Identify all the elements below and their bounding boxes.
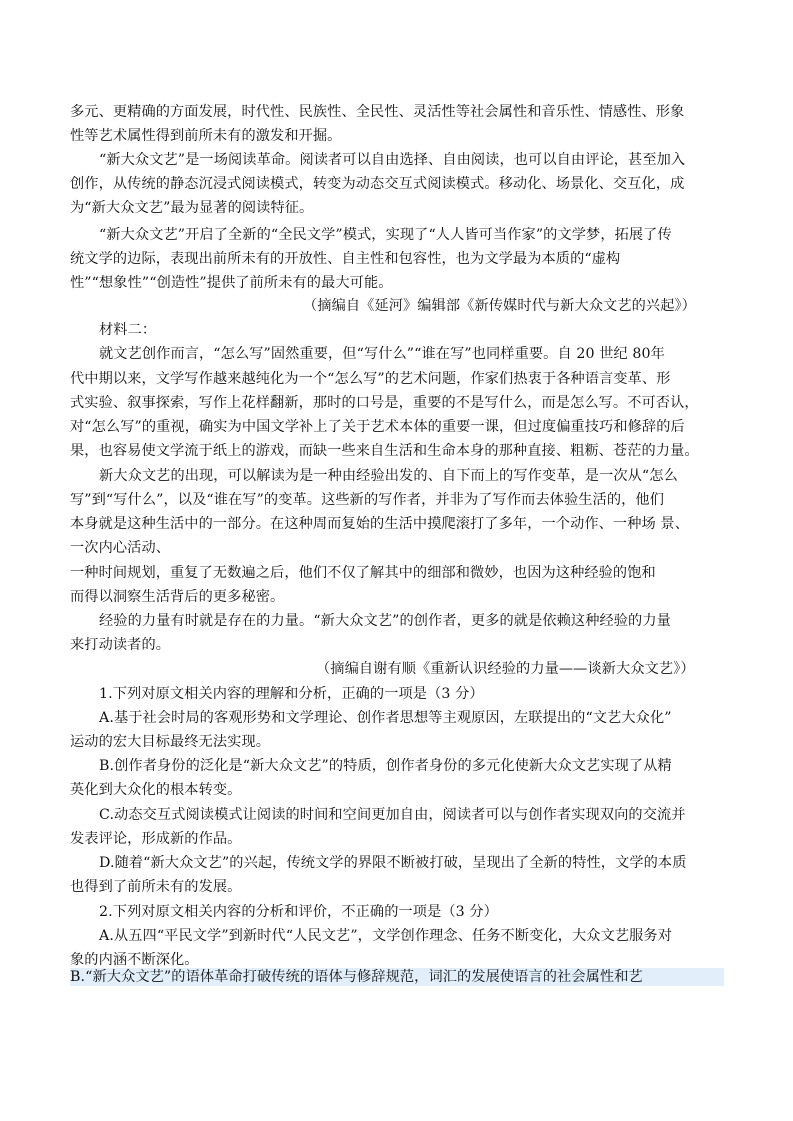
text-line: 一次内心活动、: [70, 540, 171, 556]
text-line: 式实验、叙事探索，写作上花样翻新，那时的口号是，重要的不是写什么，而是怎么写。不可否认，: [70, 395, 699, 411]
text-line: 多元、更精确的方面发展，时代性、民族性、全民性、灵活性等社会属性和音乐性、情感性、形象: [70, 104, 685, 120]
answer-option-b: B.创作者身份的泛化是“新大众文艺”的特质，创作者身份的多元化使新大众文艺实现了从精: [99, 758, 672, 774]
text-line: 本身就是这种生活中的一部分。在这种周而复始的生活中摸爬滚打了多年，一个动作、一种场 景、: [70, 516, 689, 532]
answer-option-c: C.动态交互式阅读模式让阅读的时间和空间更加自由，阅读者可以与创作者实现双向的交流并: [99, 807, 686, 823]
text-line: “新大众文艺”开启了全新的“全民文学”模式，实现了“人人皆可当作家”的文学梦，拓展了传: [99, 227, 672, 243]
text-line: 写”到“写什么”，以及“谁在写”的变革。这些新的写作者，并非为了写作而去体验生活的，他们: [70, 492, 664, 508]
text-line: 为“新大众文艺”最为显著的阅读特征。: [70, 200, 314, 216]
text-line: 一种时间规划，重复了无数遍之后，他们不仅了解其中的细部和微妙，也因为这种经验的饱和: [70, 565, 656, 581]
text-line: 来打动读者的。: [70, 637, 171, 653]
answer-option-a: A.基于社会时局的客观形势和文学理论、创作者思想等主观原因，左联提出的“文艺大众化”: [99, 710, 672, 726]
text-line: 代中期以来，文学写作越来越纯化为一个“怎么写”的艺术问题，作家们热衷于各种语言变革、形: [70, 371, 671, 387]
text-line: 发表评论，形成新的作品。: [70, 831, 242, 847]
text-line: 新大众文艺的出现，可以解读为是一种由经验出发的、自下而上的写作变革，是一次从“怎么: [99, 468, 678, 484]
text-line: 象的内涵不断深化。: [70, 952, 199, 968]
question-stem: 1.下列对原文相关内容的理解和分析，正确的一项是（3 分）: [99, 686, 484, 702]
text-line: “新大众文艺”是一场阅读革命。阅读者可以自由选择、自由阅读，也可以自由评论，甚至加入: [99, 152, 686, 168]
text-line: 性”“想象性”“创造性”提供了前所未有的最大可能。: [70, 275, 393, 291]
source-citation: （摘编自谢有顺《重新认识经验的力量——谈新大众文艺》）: [316, 661, 695, 677]
text-line: 性等艺术属性得到前所未有的激发和开掘。: [70, 128, 342, 144]
text-line: 就文艺创作而言，“怎么写”固然重要，但“写什么”“谁在写”也同样重要。自 20 世纪 80年: [99, 346, 665, 362]
answer-option-a: A.从五四“平民文学”到新时代“人民文艺”，文学创作理念、任务不断变化，大众文艺服务对: [99, 928, 673, 944]
text-line: 经验的力量有时就是存在的力量。“新大众文艺”的创作者，更多的就是依赖这种经验的力量: [99, 613, 671, 629]
highlighted-answer-option-b: B.“新大众文艺”的语体革命打破传统的语体与修辞规范，词汇的发展使语言的社会属性和艺: [70, 968, 724, 986]
text-line: 而得以洞察生活背后的更多秘密。: [70, 589, 285, 605]
answer-option-d: D.随着“新大众文艺”的兴起，传统文学的界限不断被打破，呈现出了全新的特性，文学的本质: [99, 855, 687, 871]
text-line: 统文学的边际，表现出前所未有的开放性、自主性和包容性，也为文学最为本质的“虚构: [70, 251, 621, 267]
text-line: 创作，从传统的静态沉浸式阅读模式，转变为动态交互式阅读模式。移动化、场景化、交互化，成: [70, 176, 685, 192]
section-heading: 材料二：: [99, 322, 157, 338]
text-line: 对“怎么写”的重视，确实为中国文学补上了关于艺术本体的重要一课，但过度偏重技巧和修辞的后: [70, 419, 685, 435]
source-citation: （摘编自《延河》编辑部《新传媒时代与新大众文艺的兴起》）: [303, 298, 696, 314]
text-line: 运动的宏大目标最终无法实现。: [70, 734, 271, 750]
text-line: 果，也容易使文学流于纸上的游戏，而缺一些来自生活和生命本身的那种直接、粗粝、苍茫的力量。: [70, 443, 699, 459]
text-line: 也得到了前所未有的发展。: [70, 879, 242, 895]
text-line: 英化到大众化的根本转变。: [70, 782, 242, 798]
question-stem: 2.下列对原文相关内容的分析和评价，不正确的一项是（3 分）: [99, 904, 498, 920]
